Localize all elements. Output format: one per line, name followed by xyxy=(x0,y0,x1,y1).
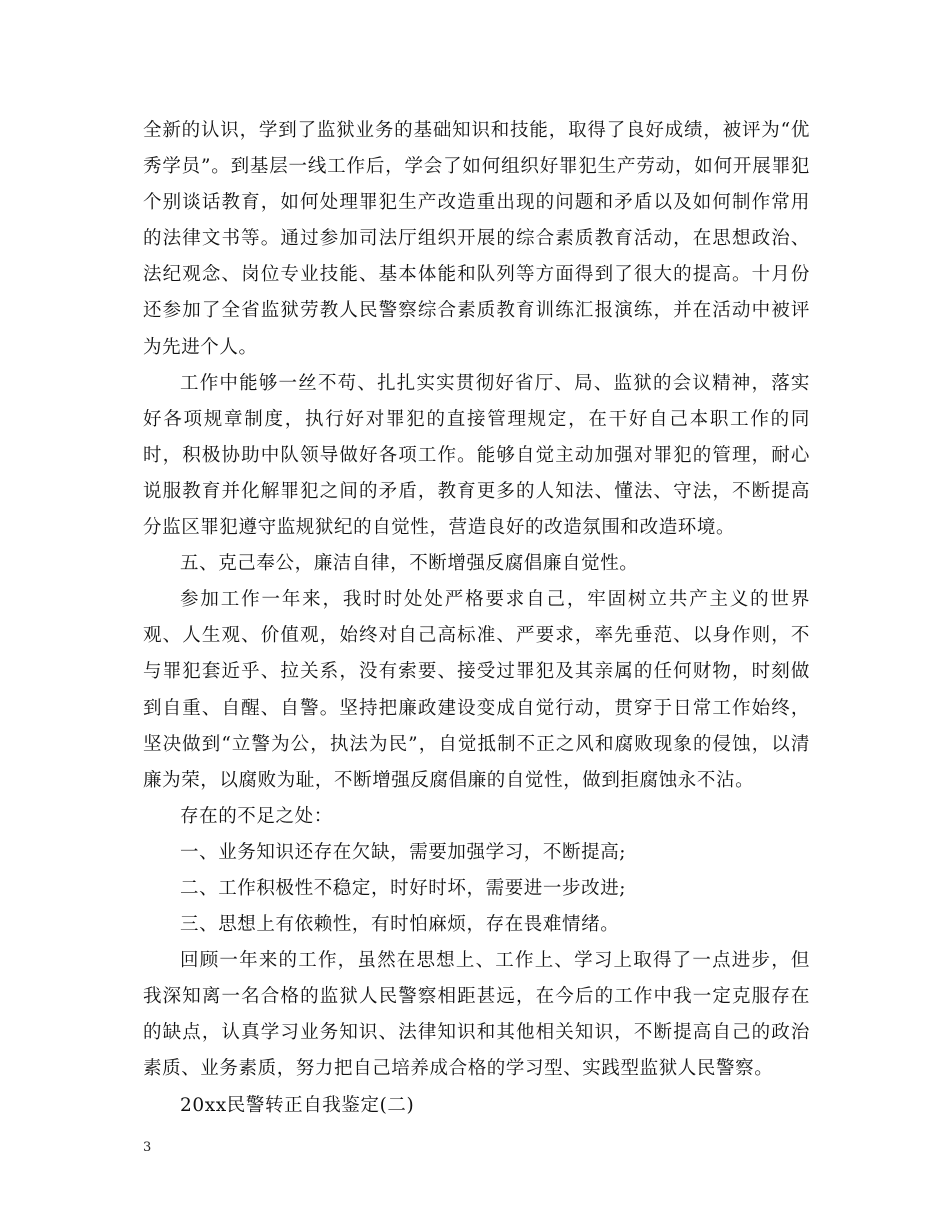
paragraph-1: 全新的认识，学到了监狱业务的基础知识和技能，取得了良好成绩，被评为“优秀学员”。到基层一线工作后，学会了如何组织好罪犯生产劳动，如何开展罪犯个别谈话教育，如何处理罪犯生产改造重出现的问题和矛盾以及如何制作常用的法律文书等。通过参加司法厅组织开展的综合素质教育活动，在思想政治、法纪观念、岗位专业技能、基本体能和队列等方面得到了很大的提高。十月份还参加了全省监狱劳教人民警察综合素质教育训练汇报演练，并在活动中被评为先进个人。 xyxy=(143,120,810,358)
page-number: 3 xyxy=(143,1140,152,1155)
paragraph-4: 回顾一年来的工作，虽然在思想上、工作上、学习上取得了一点进步，但我深知离一名合格的监狱人民警察相距甚远，在今后的工作中我一定克服存在的缺点，认真学习业务知识、法律知识和其他相关知识，不断提高自己的政治素质、业务素质，努力把自己培养成合格的学习型、实践型监狱人民警察。 xyxy=(143,950,810,1080)
shortcoming-item-1: 一、业务知识还存在欠缺，需要加强学习，不断提高; xyxy=(180,841,627,863)
next-section-title: 20xx民警转正自我鉴定(二) xyxy=(180,1094,415,1116)
document-body xyxy=(143,113,810,1124)
shortcoming-item-3: 三、思想上有依赖性，有时怕麻烦，存在畏难情绪。 xyxy=(180,914,620,936)
paragraph-3: 参加工作一年来，我时时处处严格要求自己，牢固树立共产主义的世界观、人生观、价值观，始终对自己高标准、严要求，率先垂范、以身作则，不与罪犯套近乎、拉关系，没有索要、接受过罪犯及其亲属的任何财物，时刻做到自重、自醒、自警。坚持把廉政建设变成自觉行动，贯穿于日常工作始终，坚决做到“立警为公，执法为民”，自觉抵制不正之风和腐败现象的侵蚀，以清廉为荣，以腐败为耻，不断增强反腐倡廉的自觉性，做到拒腐蚀永不沾。 xyxy=(143,589,810,791)
shortcomings-heading: 存在的不足之处： xyxy=(180,805,333,827)
section-heading-5: 五、克己奉公，廉洁自律，不断增强反腐倡廉自觉性。 xyxy=(180,553,639,575)
shortcoming-item-2: 二、工作积极性不稳定，时好时坏，需要进一步改进; xyxy=(180,877,627,899)
paragraph-2: 工作中能够一丝不苟、扎扎实实贯彻好省厅、局、监狱的会议精神，落实好各项规章制度，执行好对罪犯的直接管理规定，在干好自己本职工作的同时，积极协助中队领导做好各项工作。能够自觉主动加强对罪犯的管理，耐心说服教育并化解罪犯之间的矛盾，教育更多的人知法、懂法、守法，不断提高分监区罪犯遵守监规狱纪的自觉性，营造良好的改造氛围和改造环境。 xyxy=(143,372,810,539)
